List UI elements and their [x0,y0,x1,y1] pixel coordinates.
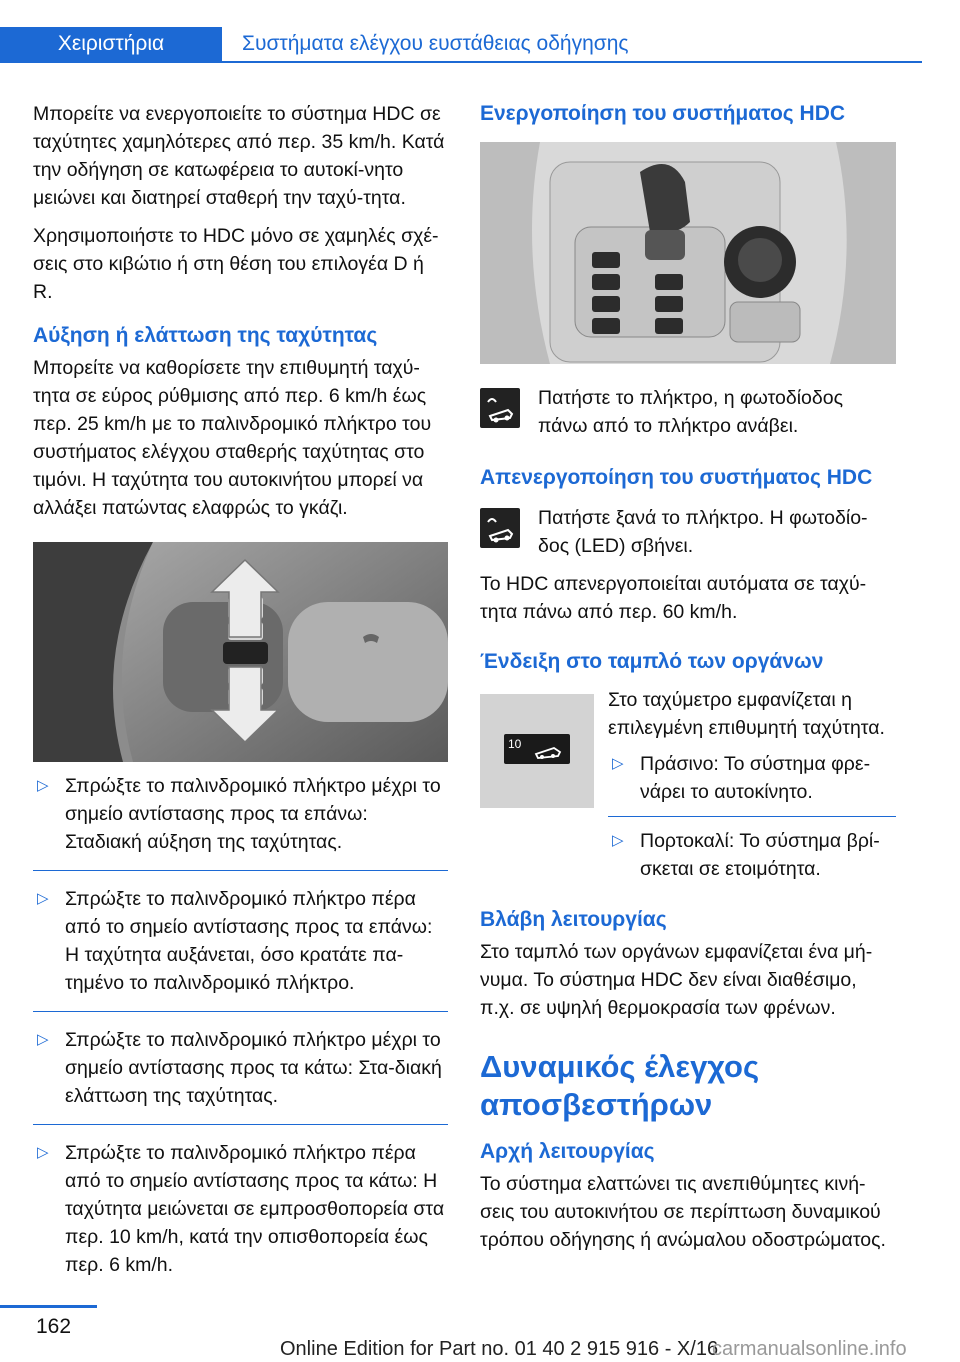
steering-wheel-illustration [33,542,448,762]
list-item [33,1026,448,1110]
edition-text: Online Edition for Part no. 01 40 2 915 916 - X/16 [280,1338,719,1360]
right-column [480,100,896,1264]
display-heading: Ένδειξη στο ταμπλό των οργάνων [480,650,824,673]
bullet-text: Σπρώξτε το παλινδρομικό πλήκτρο μέχρι το σημείο αντίστασης προς τα κάτω: Στα‐διακή ελάττωση της ταχύτητας. [65,1029,442,1107]
bullet-divider [608,816,896,817]
page-header [0,0,960,64]
display-text: Στο ταχύμετρο εμφανίζεται η επιλεγμένη επιθυμητή ταχύτητα. [608,689,885,739]
hdc-display-panel [504,734,570,764]
header-chapter-tab[interactable]: Χειριστήρια [0,27,222,61]
list-item [33,885,448,997]
page-number: 162 [36,1315,72,1338]
hdc-button-icon [480,508,520,548]
header-section-tab[interactable]: Συστήματα ελέγχου ευστάθειας οδήγησης [242,32,629,55]
left-column [33,100,448,1293]
principle-heading: Αρχή λειτουργίας [480,1140,655,1163]
damper-control-heading: Δυναμικός έλεγχος αποσβεστήρων [480,1049,760,1122]
header-rule [0,61,922,63]
triangle-bullet-icon: ▷ [37,890,49,907]
list-item [608,750,896,806]
speedometer-indicator-image [480,694,594,808]
center-console-illustration [480,142,896,364]
hdc-car-icon [532,738,566,760]
bullet-text: Σπρώξτε το παλινδρομικό πλήκτρο μέχρι το σημείο αντίστασης προς τα επάνω: Σταδιακή αύξηση της ταχύτητας. [65,775,441,853]
fault-heading: Βλάβη λειτουργίας [480,908,667,931]
hdc-off-instruction [480,504,896,560]
hdc-on-heading: Ενεργοποίηση του συστήματος HDC [480,102,846,125]
hdc-set-speed: 10 [508,737,522,751]
fault-paragraph: Στο ταμπλό των οργάνων εμφανίζεται ένα μή‐νυμα. Το σύστημα HDC δεν είναι διαθέσιμο, π.χ. σε υψηλή θερμοκρασία των φρένων. [480,941,873,1019]
speed-adjust-heading: Αύξηση ή ελάττωση της ταχύτητας [33,324,378,347]
hdc-off-text: Πατήστε ξανά το πλήκτρο. Η φωτοδίο‐δος (LED) σβήνει. [538,507,868,557]
bullet-divider [33,1124,448,1125]
triangle-bullet-icon: ▷ [37,1031,49,1048]
bullet-text: Σπρώξτε το παλινδρομικό πλήκτρο πέρα από το σημείο αντίστασης προς τα επάνω: Η ταχύτητα αυξάνεται, όσο κρατάτε πα‐τημένο το παλινδρομικό πλήκτρο. [65,888,433,994]
triangle-bullet-icon: ▷ [612,832,624,849]
hdc-on-instruction [480,384,896,440]
hdc-usage-paragraph: Χρησιμοποιήστε το HDC μόνο σε χαμηλές σχέ‐σεις στο κιβώτιο ή στη θέση του επιλογέα D ή R. [33,225,439,303]
bullet-divider [33,1011,448,1012]
watermark: carmanualsonline.info [712,1338,907,1360]
steering-wheel-rocker-image [33,542,448,762]
list-item [33,772,448,856]
triangle-bullet-icon: ▷ [37,777,49,794]
bullet-text: Πορτοκαλί: Το σύστημα βρί‐σκεται σε ετοιμότητα. [640,830,880,880]
hdc-off-heading: Απενεργοποίηση του συστήματος HDC [480,466,873,489]
hdc-button-icon [480,388,520,428]
center-console-image [480,142,896,364]
triangle-bullet-icon: ▷ [37,1144,49,1161]
hdc-on-text: Πατήστε το πλήκτρο, η φωτοδίοδος πάνω από το πλήκτρο ανάβει. [538,387,843,437]
speed-adjust-paragraph: Μπορείτε να καθορίσετε την επιθυμητή ταχύ‐τητα σε εύρος ρύθμισης από περ. 6 km/h έως περ. 25 km/h με το παλινδρομικό πλήκτρο του συστήματος ελέγχου σταθερής ταχύτητας στο τιμόνι. Η ταχύτητα του αυτοκινήτου μπορεί να αλλάξει πατώντας ελαφρώς το γκάζι. [33,357,432,519]
footer-rule [0,1305,97,1308]
triangle-bullet-icon: ▷ [612,755,624,772]
hdc-activation-paragraph: Μπορείτε να ενεργοποιείτε το σύστημα HDC σε ταχύτητες χαμηλότερες από περ. 35 km/h. Κατά την οδήγηση σε κατωφέρεια το αυτοκί‐νητο μειώνει και διατηρεί σταθερή την ταχύ‐τητα. [33,103,445,209]
bullet-text: Πράσινο: Το σύστημα φρε‐νάρει το αυτοκίνητο. [640,753,871,803]
bullet-divider [33,870,448,871]
list-item [608,827,896,883]
hdc-auto-off-paragraph: Το HDC απενεργοποιείται αυτόματα σε ταχύ‐τητα πάνω από περ. 60 km/h. [480,573,867,623]
display-section [480,686,896,906]
principle-paragraph: Το σύστημα ελαττώνει τις ανεπιθύμητες κινή‐σεις του αυτοκινήτου σε περίπτωση δυναμικού τρόπου οδήγησης ή ανώμαλου οδοστρώματος. [480,1173,886,1251]
bullet-text: Σπρώξτε το παλινδρομικό πλήκτρο πέρα από το σημείο αντίστασης προς τα κάτω: Η ταχύτητα μειώνεται σε εμπροσθοπορεία στα περ. 10 km/h, κατά την οπισθοπορεία έως περ. 6 km/h. [65,1142,445,1276]
list-item [33,1139,448,1279]
